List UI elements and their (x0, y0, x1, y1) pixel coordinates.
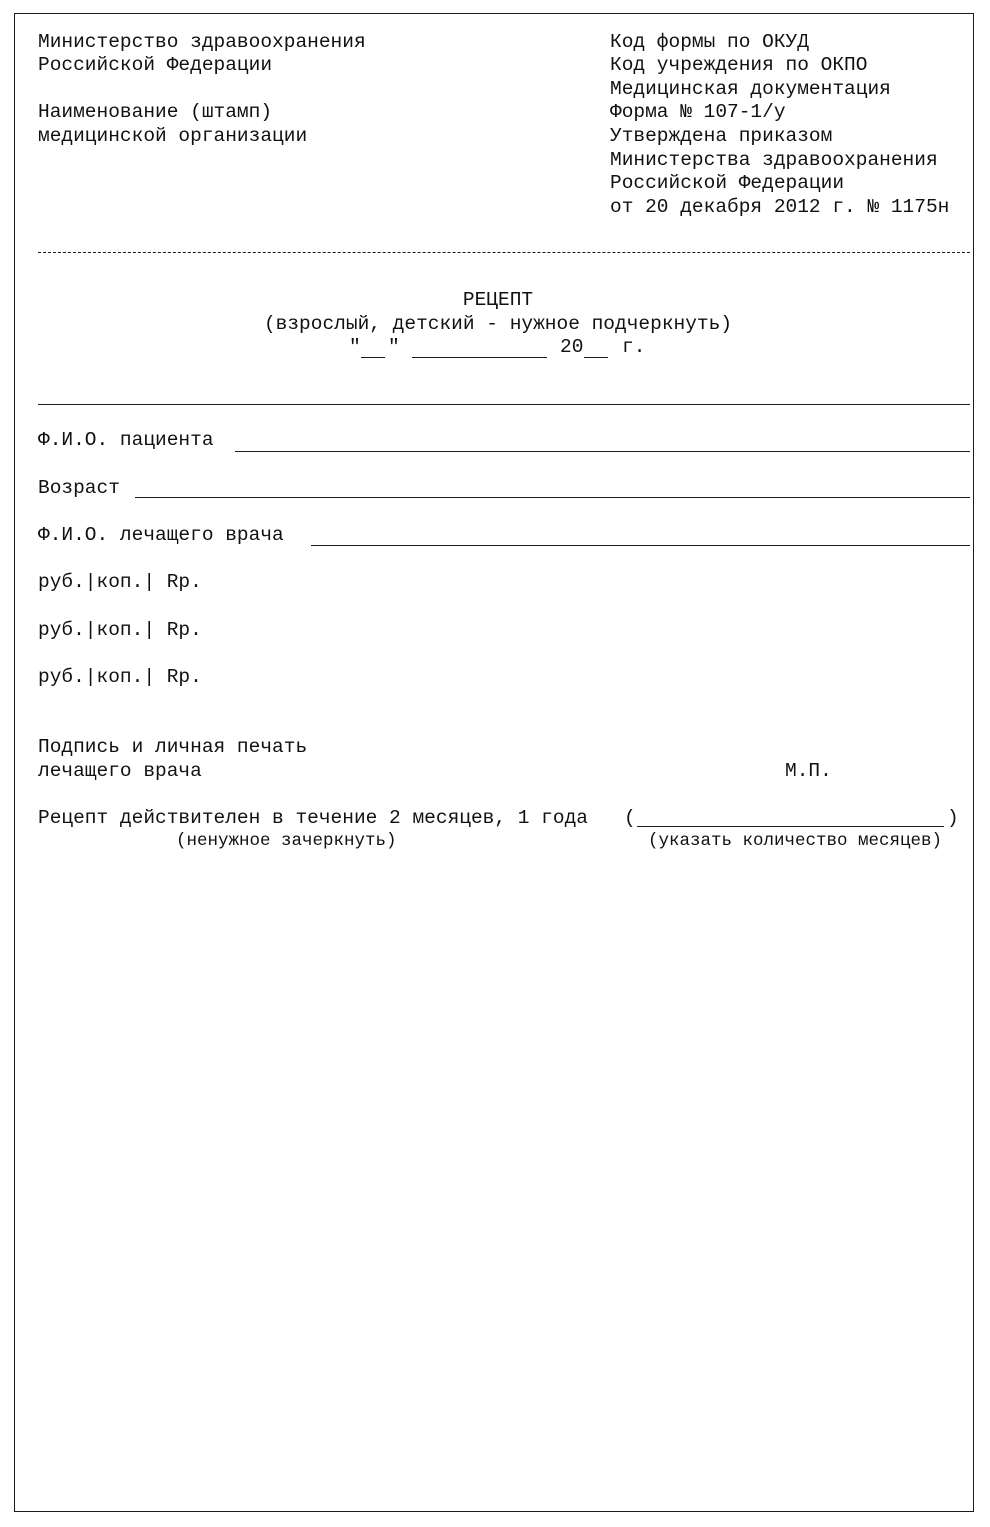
date-year-suffix: г. (622, 336, 646, 358)
doctor-name-field[interactable] (311, 545, 970, 546)
validity-note-months: (указать количество месяцев) (648, 831, 943, 851)
rp-line: руб.|коп.| Rp. (38, 619, 202, 641)
okud-code-label: Код формы по ОКУД (610, 31, 809, 53)
ministry-line-1: Министерство здравоохранения (38, 31, 366, 53)
date-year-field[interactable] (584, 357, 608, 358)
approved-by-order: Утверждена приказом (610, 125, 833, 147)
prescription-subtitle: (взрослый, детский - нужное подчеркнуть) (263, 313, 733, 335)
date-quote-open: " (349, 336, 361, 358)
validity-months-field[interactable] (637, 826, 944, 827)
section-rule (38, 404, 970, 405)
okpo-code-label: Код учреждения по ОКПО (610, 54, 868, 76)
date-day-field[interactable] (361, 357, 385, 358)
org-stamp-line-2: медицинской организации (38, 125, 308, 147)
medical-docs-label: Медицинская документация (610, 78, 891, 100)
rp-line: руб.|коп.| Rp. (38, 666, 202, 688)
stamp-place-label: М.П. (785, 760, 832, 782)
validity-note-cross-out: (ненужное зачеркнуть) (176, 831, 397, 851)
signature-label-line-1: Подпись и личная печать (38, 736, 308, 758)
signature-label-line-2: лечащего врача (38, 760, 202, 782)
org-stamp-line-1: Наименование (штамп) (38, 101, 273, 123)
approved-ministry: Министерства здравоохранения (610, 149, 938, 171)
rp-line: руб.|коп.| Rp. (38, 571, 202, 593)
form-number: Форма № 107-1/у (610, 101, 786, 123)
prescription-title: РЕЦЕПТ (462, 289, 534, 311)
age-field[interactable] (135, 497, 970, 498)
patient-name-field[interactable] (235, 451, 970, 452)
ministry-line-2: Российской Федерации (38, 54, 273, 76)
validity-close-paren: ) (947, 807, 959, 829)
cut-line (38, 252, 970, 253)
doctor-name-label: Ф.И.О. лечащего врача (38, 524, 284, 546)
validity-open-paren: ( (624, 807, 636, 829)
order-date-number: от 20 декабря 2012 г. № 1175н (610, 196, 950, 218)
validity-text: Рецепт действителен в течение 2 месяцев, 1 года (38, 807, 588, 829)
date-quote-close: " (388, 336, 400, 358)
date-year-prefix: 20 (560, 336, 584, 358)
approved-federation: Российской Федерации (610, 172, 845, 194)
age-label: Возраст (38, 477, 120, 499)
patient-name-label: Ф.И.О. пациента (38, 429, 214, 451)
date-month-field[interactable] (412, 357, 547, 358)
